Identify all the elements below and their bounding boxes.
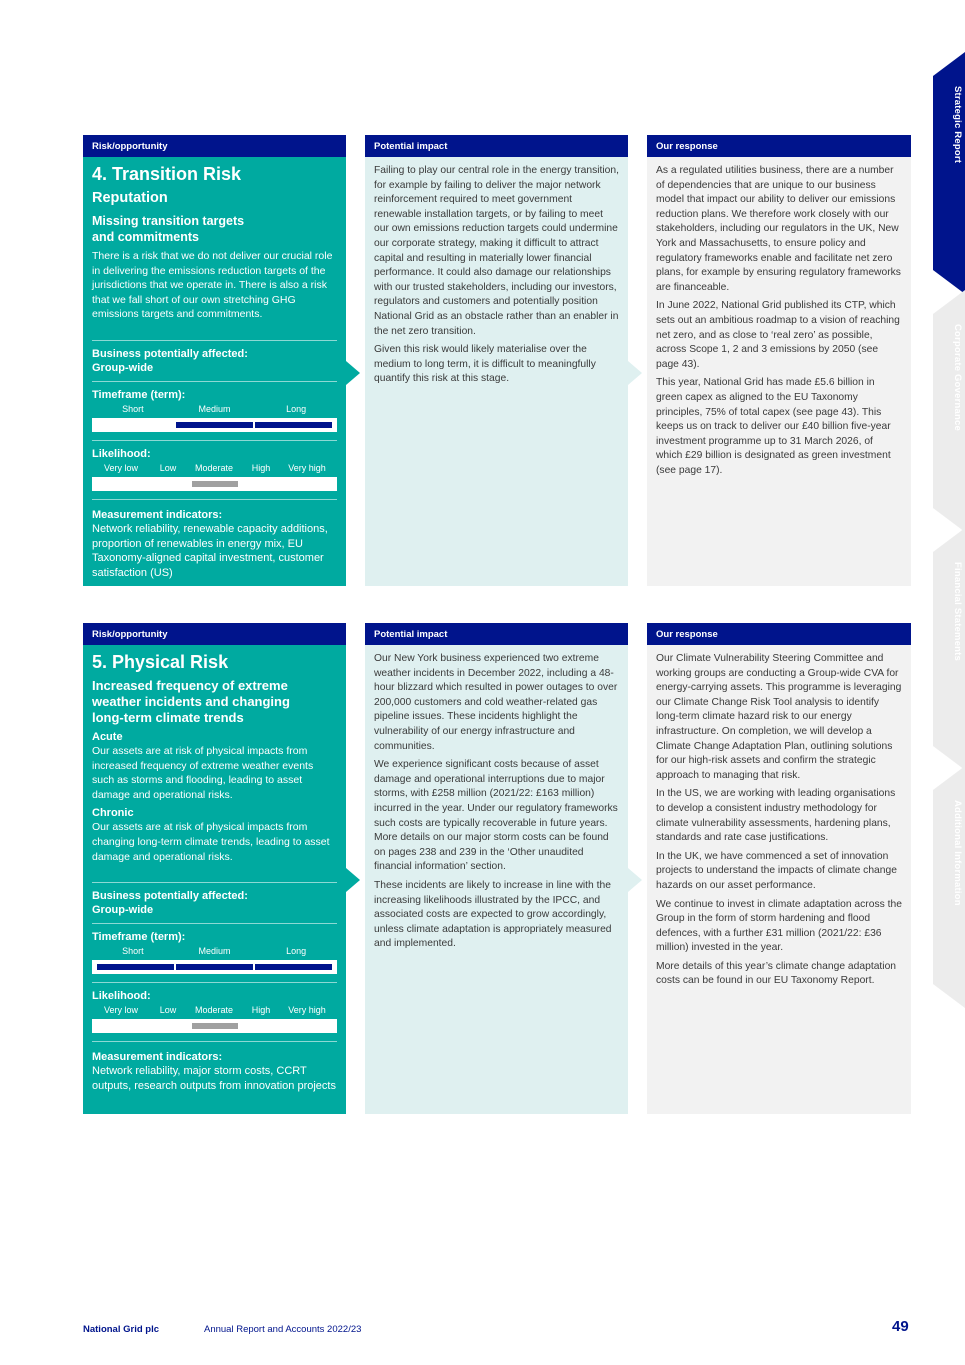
tab-additional-information[interactable] [933, 766, 965, 1008]
business-affected-label: Business potentially affected: [92, 890, 248, 903]
likelihood-marker-moderate [192, 481, 238, 487]
response-paragraph: In June 2022, National Grid published its CTP, which sets out an ambitious roadmap to a vision of reaching net zero, and as close to ‘real zero’ as possible, across Scope 1, 2 and 3 emissions by 2050 (see page 43). [656, 300, 900, 370]
timeframe-segment-medium [176, 964, 253, 970]
response-paragraph: More details of this year’s climate change adaptation costs can be found in our EU Taxonomy Report. [656, 960, 897, 987]
tab-label: Strategic Report [952, 86, 963, 164]
section-tabs [933, 52, 965, 1012]
timeframe-label: Timeframe (term): [92, 388, 186, 401]
likelihood-label: Likelihood: [92, 990, 151, 1003]
chronic-label: Chronic [92, 807, 134, 820]
impact-paragraph: Our New York business experienced two extreme weather incidents in December 2022, including a 48-hour blizzard which resulted in power outages to over 200,000 customers and cold weather-related gas pipeline issues. These incidents highlight the vulnerability of our energy infrastructure and communities. [374, 653, 618, 752]
likelihood-scale-labels: Very low Low Moderate High Very high [103, 1005, 326, 1016]
likelihood-label: Likelihood: [92, 447, 151, 460]
divider [92, 923, 337, 924]
divider [92, 381, 337, 382]
risk-column [83, 135, 346, 586]
flow-arrow [346, 135, 364, 586]
flow-arrow [346, 623, 364, 1114]
risk-block-transition [83, 135, 911, 586]
likelihood-marker-moderate [192, 1023, 238, 1029]
page-number: 49 [892, 1318, 909, 1335]
impact-column-header: Potential impact [365, 135, 628, 157]
timeframe-bar [92, 960, 337, 974]
impact-column [365, 623, 628, 1114]
risk-description: There is a risk that we do not deliver our crucial role in delivering the emissions reduction targets of the jurisdictions that we operate in. There is also a risk that we fall short of our own stretching GHG emissions targets and commitments. [92, 250, 333, 321]
acute-text: Our assets are at risk of physical impacts from increased frequency of extreme weather events such as storms and flooding, leading to asset damage and operational risks. [92, 745, 314, 801]
risk-title: 4. Transition Risk [92, 164, 242, 184]
divider [92, 982, 337, 983]
tab-label: Additional Information [952, 800, 963, 906]
response-paragraph: As a regulated utilities business, there are a number of dependencies that are unique to our business model that impact our ability to deliver our emissions reduction plans. We therefore work closely with our stakeholders, including our regulators in the UK, New York and Massachusetts, to ensure policy and regulatory frameworks enable and facilitate net zero plans, for example by ensuring regulatory frameworks are financeable. [656, 165, 901, 293]
indicators-label: Measurement indicators: [92, 1051, 223, 1064]
impact-paragraph: We experience significant costs because of asset damage and operational interruptions due to major storms, with £258 million (2021/22: £163 million) incurred in the year. Under our regulatory frameworks such costs are typically recoverable in future years. More details on our major storm costs can be found on pages 238 and 239 in the ‘Other unaudited financial information’ section. [374, 759, 618, 873]
risk-subtitle: Increased frequency of extreme weather incidents and changing long-term climate trends [92, 678, 290, 725]
divider [92, 882, 337, 883]
business-affected-value: Group-wide [92, 361, 154, 374]
tab-label: Financial Statements [952, 562, 963, 662]
impact-column-header: Potential impact [365, 623, 628, 645]
indicators-text: Network reliability, major storm costs, CCRT outputs, research outputs from innovation projects [92, 1065, 336, 1092]
tab-corporate-governance[interactable] [933, 290, 965, 532]
flow-arrow [628, 623, 646, 1114]
indicators-text: Network reliability, renewable capacity additions, proportion of renewables in energy mix, EU Taxonomy-aligned capital investment, customer satisfaction (US) [92, 522, 328, 579]
impact-paragraph: These incidents are likely to increase in line with the increasing likelihoods illustrated by the IPCC, and associated costs are expected to grow accordingly, unless climate adaptation is appropriately measured and implemented. [374, 879, 612, 950]
business-affected-label: Business potentially affected: [92, 347, 248, 360]
timeframe-scale-labels: Short Medium Long [122, 946, 307, 957]
chronic-text: Our assets are at risk of physical impacts from changing long-term climate trends, leading to asset damage and operational risks. [92, 821, 330, 863]
timeframe-segment-long [255, 422, 332, 428]
divider [92, 499, 337, 500]
timeframe-segment-medium [176, 422, 253, 428]
response-paragraph: In the UK, we have commenced a set of innovation projects to understand the impacts of climate change hazards on our asset performance. [656, 850, 897, 891]
risk-block-physical [83, 623, 911, 1114]
response-paragraph: We continue to invest in climate adaptation across the Group in the form of storm hardening and flood defences, with a further £31 million (2021/22: £36 million) invested in the year. [656, 898, 902, 954]
impact-paragraph: Failing to play our central role in the energy transition, for example by failing to deliver the major network reinforcement required to meet government renewable installation targets, or by failing to meet our own emissions reduction targets could undermine our corporate strategy, making it difficult to attract capital and resulting in materially lower financial performance. It could also damage our relationships with our trusted stakeholders, including our investors, regulators and customers and potentially position National Grid as an obstacle rather than an enabler in the net zero transition. [374, 165, 619, 337]
impact-paragraph: Given this risk would likely materialise over the medium to long term, it is difficult to meaningfully quantify this risk at this stage. [374, 344, 596, 385]
indicators-label: Measurement indicators: [92, 508, 223, 521]
risk-subtitle-detail: Missing transition targets and commitments [92, 214, 245, 244]
risk-column-header: Risk/opportunity [83, 623, 346, 645]
divider [92, 1041, 337, 1042]
likelihood-bar [92, 477, 337, 491]
tab-label: Corporate Governance [952, 324, 963, 431]
flow-arrow [628, 135, 646, 586]
risk-column-header: Risk/opportunity [83, 135, 346, 157]
response-column-header: Our response [647, 623, 911, 645]
response-column-header: Our response [647, 135, 911, 157]
response-column [647, 135, 911, 586]
response-paragraph: This year, National Grid has made £5.6 billion in green capex as aligned to the EU Taxonomy principles, 75% of total capex (see page 43). This keeps us on track to deliver our £40 billion five-year investment programme up to 31 March 2026, of which £29 billion is designated as green investment (see page 17). [656, 377, 891, 476]
acute-label: Acute [92, 731, 123, 743]
likelihood-bar [92, 1019, 337, 1033]
likelihood-scale-labels: Very low Low Moderate High Very high [103, 462, 326, 473]
divider [92, 440, 337, 441]
timeframe-segment-long [255, 964, 332, 970]
timeframe-scale-labels: Short Medium Long [122, 403, 307, 414]
response-paragraph: In the US, we are working with leading organisations to develop a consistent industry methodology for climate vulnerability assessments, hardening plans, standards and rate case justifications. [656, 788, 896, 844]
divider [92, 340, 337, 341]
footer-report-title: Annual Report and Accounts 2022/23 [204, 1324, 362, 1335]
timeframe-segment-short [97, 964, 174, 970]
timeframe-label: Timeframe (term): [92, 931, 186, 944]
business-affected-value: Group-wide [92, 904, 154, 917]
impact-column [365, 135, 628, 586]
tab-financial-statements[interactable] [933, 528, 965, 770]
response-column [647, 623, 911, 1114]
timeframe-bar [92, 418, 337, 432]
response-paragraph: Our Climate Vulnerability Steering Committee and working groups are conducting a Group-wide CVA for energy-carrying assets. This programme is leveraging our Climate Change Risk Tool analysis to identify long-term climate hazard risk to our energy infrastructure. On completion, we will develop a Climate Change Adaptation Plan, outlining solutions for our high-risk assets and confirm the strategic approach to managing that risk. [656, 653, 902, 781]
risk-title: 5. Physical Risk [92, 652, 229, 672]
tab-strategic-report[interactable] [933, 52, 965, 294]
risk-subtitle: Reputation [92, 190, 168, 206]
footer-brand: National Grid plc [83, 1324, 160, 1335]
risk-column [83, 623, 346, 1114]
